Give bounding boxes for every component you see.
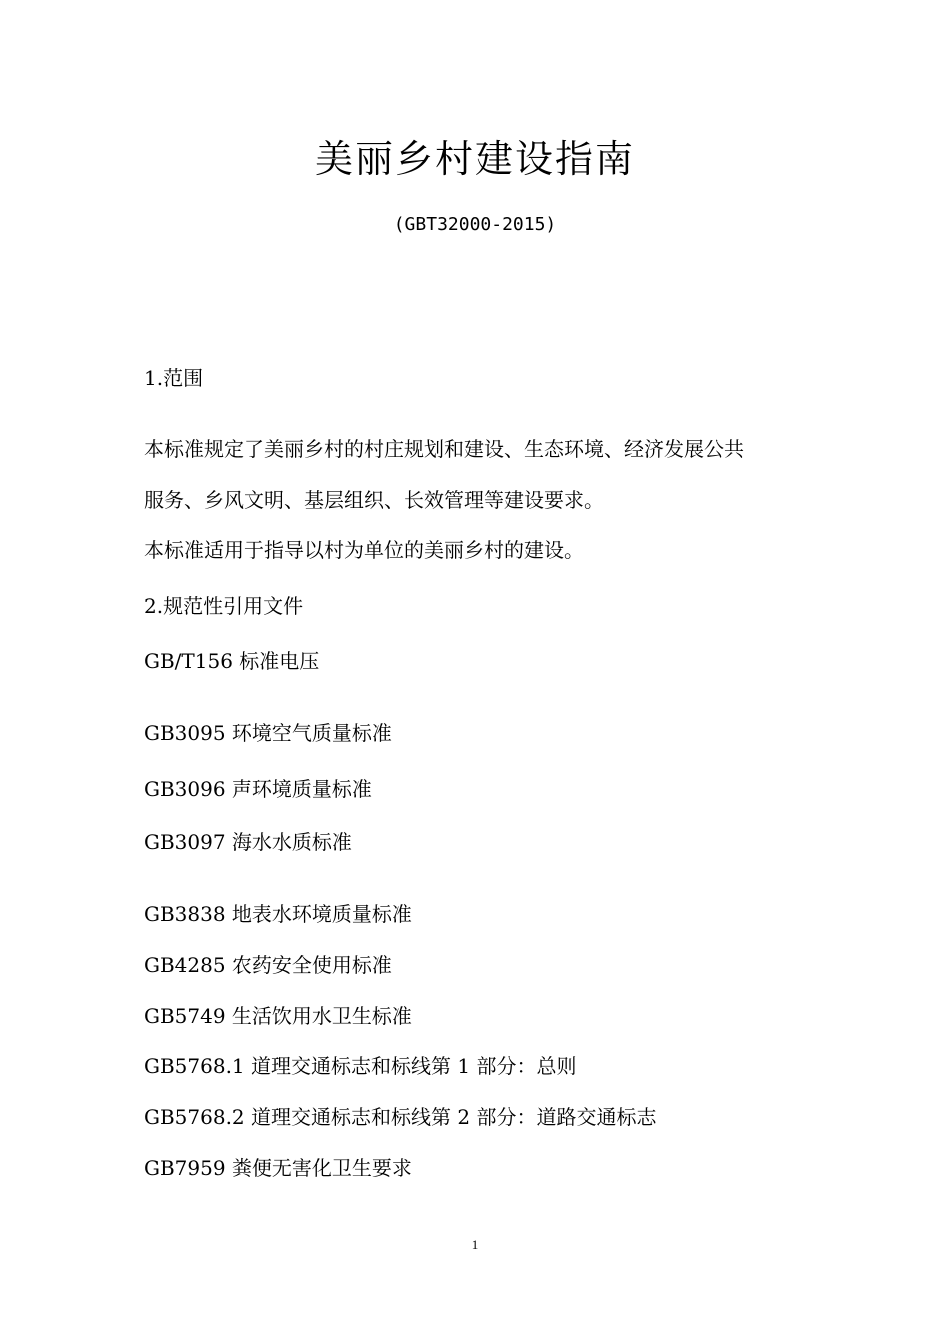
reference-item: GB3838 地表水环境质量标准 <box>144 902 412 926</box>
reference-item: GB/T156 标准电压 <box>144 649 320 673</box>
reference-item: GB3097 海水水质标准 <box>144 830 352 854</box>
section-heading-scope: 1.范围 <box>144 366 204 390</box>
reference-item: GB4285 农药安全使用标准 <box>144 953 392 977</box>
document-title: 美丽乡村建设指南 <box>314 137 635 181</box>
reference-item: GB5768.2 道理交通标志和标线第 2 部分：道路交通标志 <box>144 1105 657 1129</box>
reference-item: GB5768.1 道理交通标志和标线第 1 部分：总则 <box>144 1054 577 1078</box>
section-heading-references: 2.规范性引用文件 <box>144 594 304 618</box>
reference-item: GB7959 粪便无害化卫生要求 <box>144 1156 412 1180</box>
scope-paragraph-line-1: 本标准规定了美丽乡村的村庄规划和建设、生态环境、经济发展公共 <box>144 437 744 461</box>
scope-paragraph-line-3: 本标准适用于指导以村为单位的美丽乡村的建设。 <box>144 538 584 562</box>
reference-item: GB3096 声环境质量标准 <box>144 777 372 801</box>
reference-item: GB5749 生活饮用水卫生标准 <box>144 1004 412 1028</box>
reference-item: GB3095 环境空气质量标准 <box>144 721 392 745</box>
page-number: 1 <box>471 1237 479 1252</box>
document-subtitle: (GBT32000-2015) <box>393 214 557 235</box>
scope-paragraph-line-2: 服务、乡风文明、基层组织、长效管理等建设要求。 <box>144 488 604 512</box>
